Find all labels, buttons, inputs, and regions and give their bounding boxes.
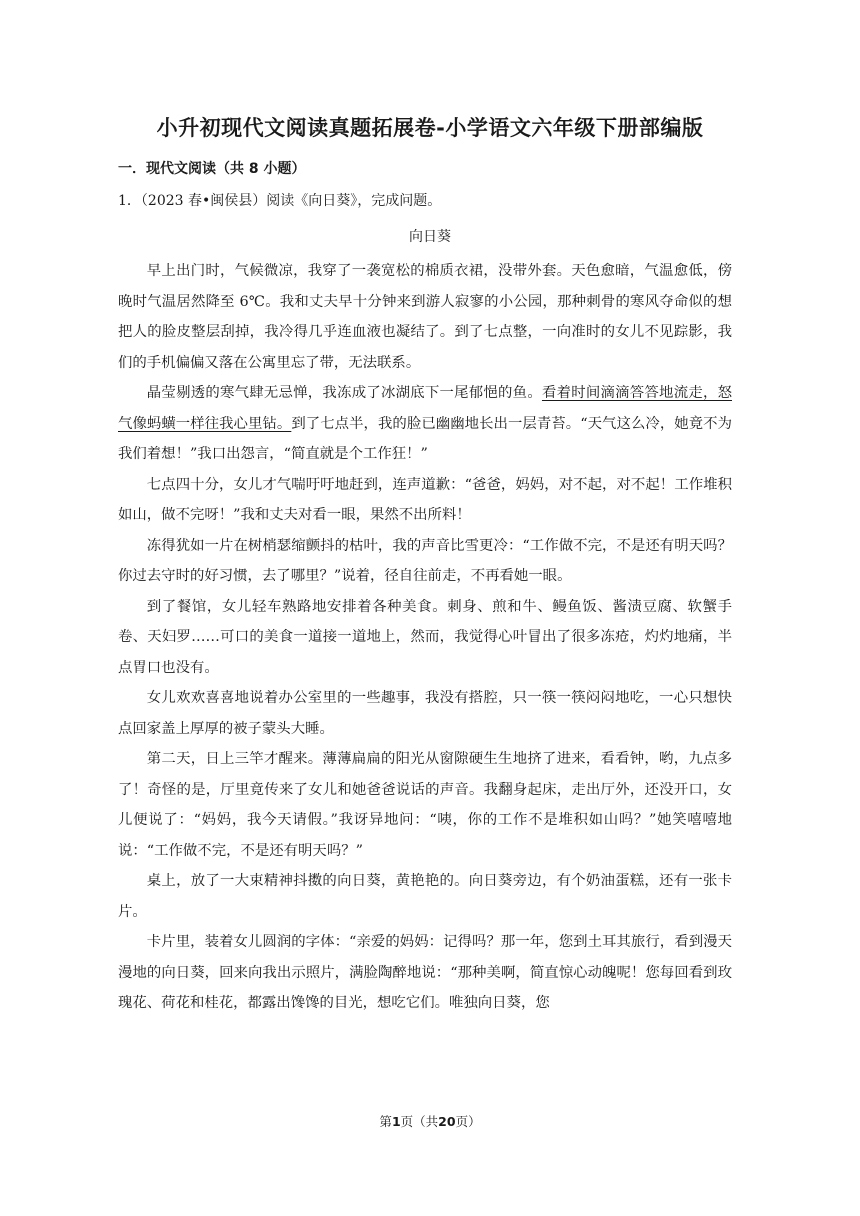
passage-paragraph: 到了餐馆，女儿轻车熟路地安排着各种美食。刺身、煎和牛、鳗鱼饭、酱渍豆腐、软蟹手卷、天妇罗……可口的美食一道接一道地上，然而，我觉得心叶冒出了很多冻疮，灼灼地痛，半点胃口也没有。	[118, 598, 732, 676]
passage-title: 向日葵	[409, 229, 451, 245]
underlined-sentence: 看着时间滴滴答答地流走，怒气像蚂蟥一样往我心里钻。	[118, 385, 732, 432]
page-number: 1	[391, 1114, 401, 1129]
passage-paragraph: 卡片里，装着女儿圆润的字体：“亲爱的妈妈：记得吗？那一年，您到土耳其旅行，看到漫天漫地的向日葵，回来向我出示照片，满脸陶醉地说：“那种美啊，简直惊心动魄呢！您每回看到玫瑰花、荷花和桂花，都露出馋馋的目光，想吃它们。唯独向日葵，您	[118, 934, 732, 1011]
passage-paragraph: 早上出门时，气候微凉，我穿了一袭宽松的棉质衣裙，没带外套。天色愈暗，气温愈低，傍晚时气温居然降至 6℃。我和丈夫早十分钟来到游人寂寥的小公园，那种刺骨的寒风夺命似的想把人的脸皮整层刮掉，我冷得几乎连血液也凝结了。到了七点整，一向准时的女儿不见踪影，我们的手机偏偏又落在公寓里忘了带，无法联系。	[118, 263, 732, 371]
page-footer	[0, 1112, 860, 1130]
footer-prefix: 第	[379, 1114, 392, 1129]
passage-body	[118, 256, 732, 1019]
passage-sentence: 到了七点半，我的脸已幽幽地长出一层青苔。“天气这么冷，她竟不为我们着想！”我口出怨言，“简直就是个工作狂！”	[118, 415, 732, 462]
passage-paragraph: 第二天，日上三竿才醒来。薄薄扁扁的阳光从窗隙硬生生地挤了进来，看看钟，哟，九点多了！奇怪的是，厅里竟传来了女儿和她爸爸说话的声音。我翻身起床，走出厅外，还没开口，女儿便说了：“妈妈，我今天请假。”我讶异地问：“咦，你的工作不是堆积如山吗？”她笑嘻嘻地说：“工作做不完，不是还有明天吗？”	[118, 751, 732, 859]
passage-paragraph: 桌上，放了一大束精神抖擞的向日葵，黄艳艳的。向日葵旁边，有个奶油蛋糕，还有一张卡片。	[118, 873, 732, 920]
page-total: 20	[438, 1114, 456, 1129]
section-heading: 一．现代文阅读（共 8 小题）	[118, 161, 306, 177]
footer-middle: 页（共	[400, 1114, 439, 1129]
question-prompt: 1．（2023 春•闽侯县）阅读《向日葵》，完成问题。	[118, 193, 442, 209]
passage-paragraph: 七点四十分，女儿才气喘吁吁地赶到，连声道歉：“爸爸，妈妈，对不起，对不起！工作堆积如山，做不完呀！”我和丈夫对看一眼，果然不出所料！	[118, 476, 732, 523]
passage-paragraph: 冻得犹如一片在树梢瑟缩颤抖的枯叶，我的声音比雪更冷：“工作做不完，不是还有明天吗？你过去守时的好习惯，去了哪里？”说着，径自往前走，不再看她一眼。	[118, 537, 732, 584]
passage-paragraph	[118, 378, 732, 470]
footer-suffix: 页）	[455, 1114, 481, 1129]
passage-paragraph: 女儿欢欢喜喜地说着办公室里的一些趣事，我没有搭腔，只一筷一筷闷闷地吃，一心只想快点回家盖上厚厚的被子蒙头大睡。	[118, 690, 732, 737]
passage-sentence: 晶莹剔透的寒气肆无忌惮，我冻成了冰湖底下一尾郁悒的鱼。	[146, 385, 542, 401]
document-title: 小升初现代文阅读真题拓展卷-小学语文六年级下册部编版	[156, 116, 704, 140]
